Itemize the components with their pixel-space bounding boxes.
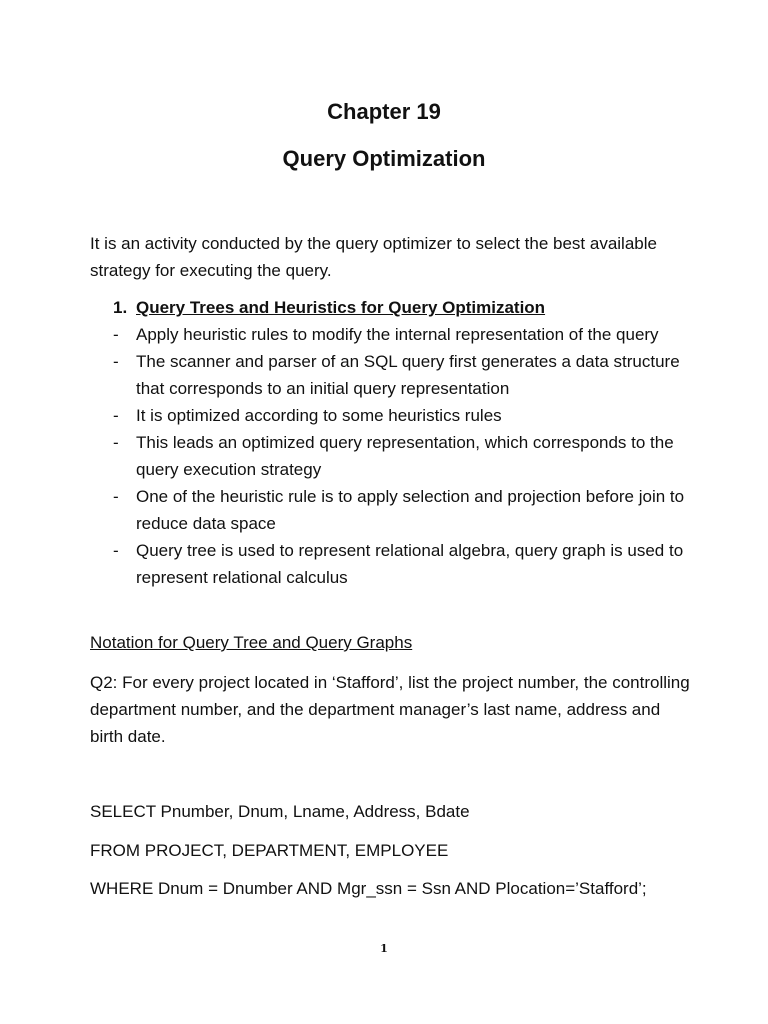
list-item-text: Apply heuristic rules to modify the internal representation of the query xyxy=(136,325,659,344)
chapter-subtitle: Query Optimization xyxy=(282,146,486,171)
list-item-text: Query tree is used to represent relational algebra, query graph is used to represent relational calculus xyxy=(136,541,684,587)
intro-paragraph: It is an activity conducted by the query optimizer to select the best available strategy for executing the query. xyxy=(90,234,657,280)
section-heading xyxy=(113,294,545,321)
notation-heading: Notation for Query Tree and Query Graphs xyxy=(90,633,413,652)
bullet-list xyxy=(113,321,693,591)
section-title: Query Trees and Heuristics for Query Optimization xyxy=(136,298,546,317)
sql-from-line: FROM PROJECT, DEPARTMENT, EMPLOYEE xyxy=(90,841,449,860)
list-item: - The scanner and parser of an SQL query first generates a data structure that corresponds to an initial query representation xyxy=(113,352,680,398)
list-item: - It is optimized according to some heuristics rules xyxy=(113,406,502,425)
list-item: - Apply heuristic rules to modify the internal representation of the query xyxy=(113,325,659,344)
list-item-text: The scanner and parser of an SQL query first generates a data structure that corresponds to an initial query representation xyxy=(136,352,680,398)
chapter-title: Chapter 19 xyxy=(327,99,441,124)
list-item-text: This leads an optimized query representation, which corresponds to the query execution strategy xyxy=(136,433,674,479)
list-item: - One of the heuristic rule is to apply selection and projection before join to reduce data space xyxy=(113,487,685,533)
question-q2: Q2: For every project located in ‘Stafford’, list the project number, the controlling department number, and the department manager’s last name, address and birth date. xyxy=(90,673,690,746)
section-number: 1. xyxy=(113,298,128,317)
list-item: - This leads an optimized query representation, which corresponds to the query execution strategy xyxy=(113,433,674,479)
list-item-text: One of the heuristic rule is to apply selection and projection before join to reduce data space xyxy=(136,487,685,533)
sql-select-line: SELECT Pnumber, Dnum, Lname, Address, Bdate xyxy=(90,802,470,821)
page-number: 1 xyxy=(380,942,388,955)
list-item: - Query tree is used to represent relational algebra, query graph is used to represent relational calculus xyxy=(113,541,684,587)
sql-where-line: WHERE Dnum = Dnumber AND Mgr_ssn = Ssn AND Plocation=’Stafford’; xyxy=(90,879,647,898)
list-item-text: It is optimized according to some heuristics rules xyxy=(136,406,502,425)
